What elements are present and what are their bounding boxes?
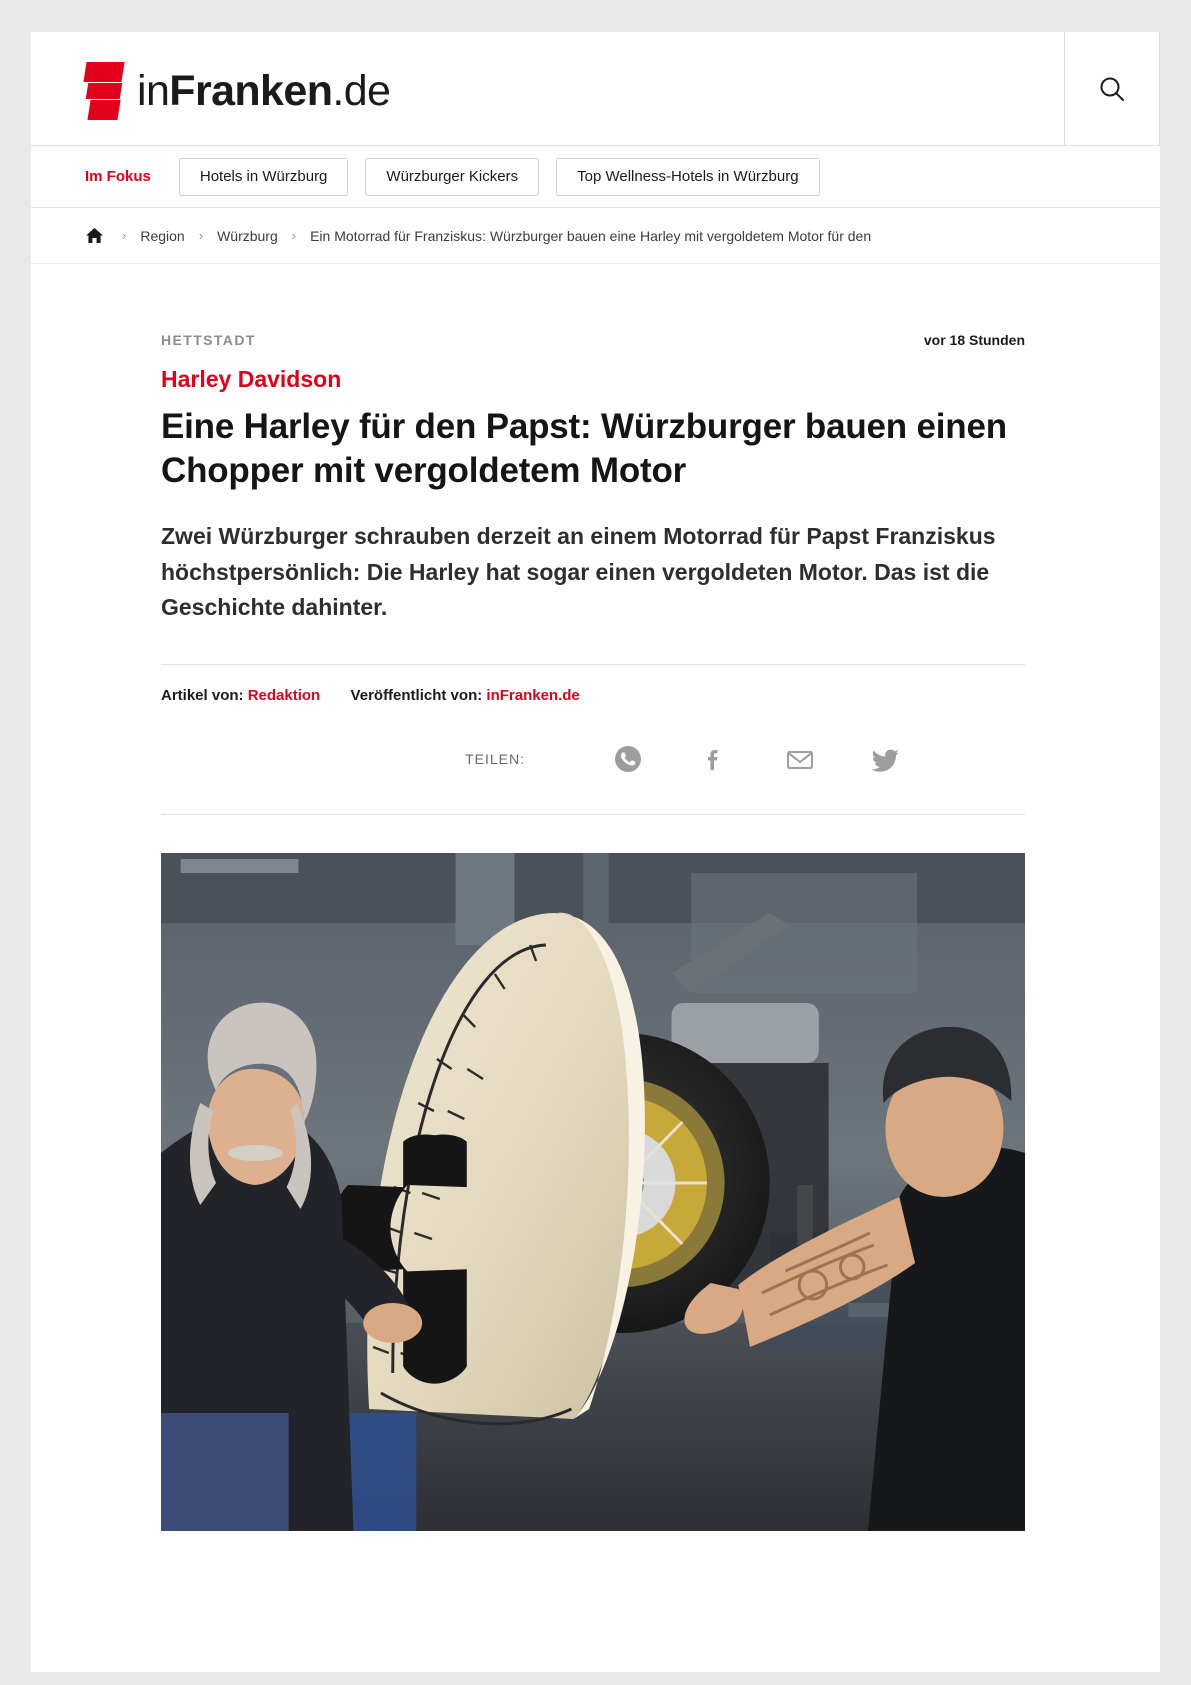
email-icon xyxy=(783,742,817,776)
article-kicker[interactable]: Harley Davidson xyxy=(161,366,342,392)
share-whatsapp-button[interactable] xyxy=(607,738,649,780)
facebook-icon xyxy=(698,743,730,775)
article-meta-row xyxy=(161,332,1025,348)
share-email-button[interactable] xyxy=(779,738,821,780)
site-logo[interactable] xyxy=(85,60,390,122)
byline-publisher[interactable]: inFranken.de xyxy=(486,687,580,705)
focus-chip-kickers[interactable]: Würzburger Kickers xyxy=(365,158,539,196)
share-row xyxy=(161,738,1025,780)
search-icon xyxy=(1097,74,1127,104)
site-logo-text xyxy=(137,67,390,116)
focus-bar-label: Im Fokus xyxy=(85,168,151,185)
logo-text-light: in xyxy=(137,66,170,115)
logo-text-suffix: .de xyxy=(332,66,391,115)
focus-chip-wellness[interactable]: Top Wellness-Hotels in Würzburg xyxy=(556,158,819,196)
article-teaser: Zwei Würzburger schrauben derzeit an einem Motorrad für Papst Franziskus höchstpersönlich: Die Harley hat sogar einen vergoldeten Motor. Das ist die Geschichte dahinter. xyxy=(161,523,996,621)
breadcrumb-separator-3: › xyxy=(291,228,297,243)
page-sheet xyxy=(31,32,1160,1672)
focus-chip-hotels[interactable]: Hotels in Würzburg xyxy=(179,158,349,196)
article-byline xyxy=(161,665,1025,704)
breadcrumb-item-wuerzburg[interactable]: Würzburg xyxy=(217,227,278,244)
page-title: Eine Harley für den Papst: Würzburger bauen einen Chopper mit vergoldetem Motor xyxy=(161,407,1007,491)
search-button[interactable] xyxy=(1064,32,1160,145)
byline-author-label: Artikel von: xyxy=(161,687,244,705)
article-timestamp: vor 18 Stunden xyxy=(923,332,1025,348)
article-location: HETTSTADT xyxy=(161,332,256,348)
byline-author[interactable]: Redaktion xyxy=(247,687,321,705)
site-header xyxy=(31,32,1160,146)
article-hero-photo xyxy=(161,853,1025,1531)
hero-photo-illustration xyxy=(161,853,1025,1531)
article xyxy=(31,332,1160,1531)
focus-bar xyxy=(31,146,1160,208)
breadcrumb-item-current: Ein Motorrad für Franziskus: Würzburger bauen eine Harley mit vergoldetem Motor für den xyxy=(310,227,872,244)
breadcrumb-separator-2: › xyxy=(198,228,204,243)
twitter-icon xyxy=(869,742,903,776)
logo-text-bold: Franken xyxy=(169,66,333,115)
home-icon[interactable] xyxy=(85,227,104,244)
share-facebook-button[interactable] xyxy=(693,738,735,780)
byline-publisher-label: Veröffentlicht von: xyxy=(350,687,483,705)
breadcrumb-separator-1: › xyxy=(122,228,127,243)
share-twitter-button[interactable] xyxy=(865,738,907,780)
breadcrumb-item-region[interactable]: Region xyxy=(140,227,185,244)
share-divider xyxy=(161,814,1025,815)
infranken-flag-icon xyxy=(85,62,123,120)
share-label: TEILEN: xyxy=(465,751,525,768)
breadcrumb xyxy=(31,208,1160,264)
whatsapp-icon xyxy=(612,743,644,775)
